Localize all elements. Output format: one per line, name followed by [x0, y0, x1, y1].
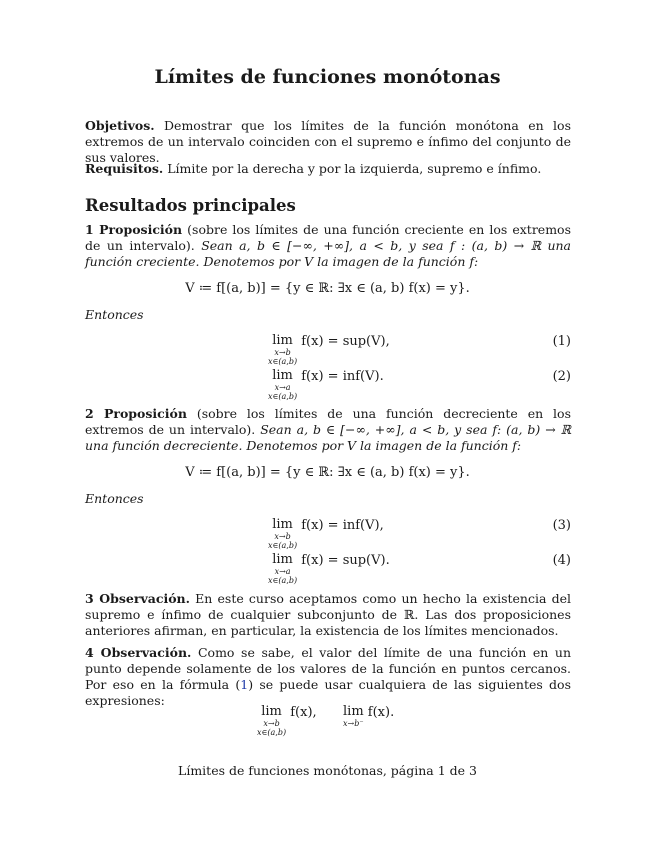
obs4-expression-2	[343, 705, 394, 728]
equation-3	[268, 518, 384, 550]
prop1-statement: Sean a, b ∈ [−∞, +∞], a < b, y sea f : (a, b) → ℝ una función creciente. Denotemos por V la imagen de la función f:	[85, 238, 572, 269]
prop2-heading: (sobre los límites de una función decreciente en los extremos de un intervalo).	[85, 406, 571, 437]
prop2-entonces: Entonces	[85, 491, 144, 506]
requisitos-label: Requisitos.	[85, 161, 164, 176]
equation-number-4: (4)	[552, 553, 571, 568]
obs4-text-before: Como se sabe, el valor del límite de una función en un punto depende solamente de los valores de la función en puntos cercanos. Por eso en la fórmula (	[85, 645, 571, 692]
equation-2	[268, 369, 384, 401]
prop1-heading: (sobre los límites de una función creciente en los extremos de un intervalo).	[85, 222, 571, 253]
eq3-limit: lim x→b x∈(a,b)	[268, 517, 298, 550]
page-footer: Límites de funciones monótonas, página 1 de 3	[178, 763, 477, 778]
equation-4	[268, 553, 390, 585]
prop2-paragraph	[85, 406, 571, 454]
objetivos-label: Objetivos.	[85, 118, 155, 133]
obs4-paragraph	[85, 645, 571, 709]
section-title: Resultados principales	[85, 196, 296, 215]
expr1-rhs: f(x),	[290, 705, 317, 720]
requisitos-paragraph	[85, 161, 571, 177]
eq4-limit: lim x→a x∈(a,b)	[268, 552, 298, 585]
obs3-label: 3 Observación.	[85, 591, 190, 606]
obs3-paragraph	[85, 591, 571, 639]
expr2-limit: lim x→b⁻	[343, 704, 364, 728]
expr1-limit: lim x→b x∈(a,b)	[257, 704, 287, 737]
equation-number-3: (3)	[552, 518, 571, 533]
obs4-expression-1	[257, 705, 317, 737]
prop1-paragraph	[85, 222, 571, 270]
prop1-label: 1 Proposición	[85, 222, 183, 237]
eq2-rhs: f(x) = inf(V).	[301, 369, 384, 384]
obs3-text: En este curso aceptamos como un hecho la existencia del supremo e ínfimo de cualquier subconjunto de ℝ. Las dos proposiciones anteriores afirman, en particular, la existencia de los límites mencionados.	[85, 591, 571, 638]
prop2-label: 2 Proposición	[85, 406, 187, 421]
objetivos-paragraph	[85, 118, 571, 166]
eq1-rhs: f(x) = sup(V),	[301, 334, 390, 349]
eq2-limit: lim x→a x∈(a,b)	[268, 368, 298, 401]
obs4-label: 4 Observación.	[85, 645, 192, 660]
eq4-rhs: f(x) = sup(V).	[301, 553, 390, 568]
obs4-text-after: ) se puede usar cualquiera de las siguientes dos expresiones:	[85, 677, 571, 708]
equation-number-2: (2)	[552, 369, 571, 384]
prop2-set-equation: V ≔ f[(a, b)] = {y ∈ ℝ: ∃x ∈ (a, b) f(x) = y}.	[185, 465, 470, 480]
equation-1	[268, 334, 390, 366]
eq3-rhs: f(x) = inf(V),	[301, 518, 384, 533]
equation-reference-link[interactable]: 1	[240, 677, 249, 692]
prop1-set-equation: V ≔ f[(a, b)] = {y ∈ ℝ: ∃x ∈ (a, b) f(x) = y}.	[185, 281, 470, 296]
eq1-limit: lim x→b x∈(a,b)	[268, 333, 298, 366]
prop1-entonces: Entonces	[85, 307, 144, 322]
requisitos-text: Límite por la derecha y por la izquierda, supremo e ínfimo.	[163, 161, 542, 176]
expr2-rhs: f(x).	[367, 705, 395, 720]
objetivos-text: Demostrar que los límites de la función monótona en los extremos de un intervalo coinciden con el supremo e ínfimo del conjunto de sus valores.	[85, 118, 571, 165]
equation-number-1: (1)	[552, 334, 571, 349]
prop2-statement: Sean a, b ∈ [−∞, +∞], a < b, y sea f: (a, b) → ℝ una función decreciente. Denotemos por V la imagen de la función f:	[85, 422, 571, 453]
page-title: Límites de funciones monótonas	[154, 66, 501, 88]
